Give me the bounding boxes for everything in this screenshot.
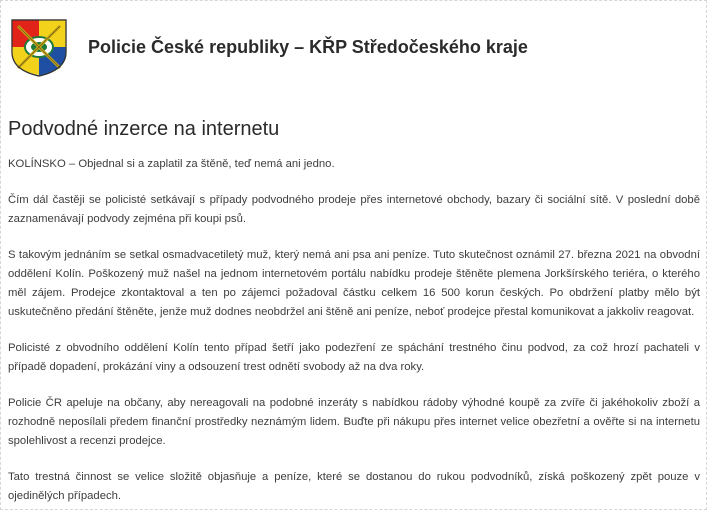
police-crest-logo-icon[interactable]	[8, 16, 70, 78]
article-paragraph: Policisté z obvodního oddělení Kolín tento případ šetří jako podezření ze spáchání trestného činu podvod, za což hrozí pachateli v případě dopadení, prokázání viny a odsouzení trest odnětí svobody až na dva roky.	[8, 342, 700, 373]
article-paragraph: Policie ČR apeluje na občany, aby nereagovali na podobné inzeráty s nabídkou rádoby výhodné koupě za zvíře či jakéhokoliv zboží a rozhodně neposílali předem finanční prostředky neznámým lidem. Buďte při nákupu přes internet velice obezřetní a ověřte si na internetu spolehlivost a recenzi prodejce.	[8, 397, 700, 447]
article-title: Podvodné inzerce na internetu	[8, 118, 280, 140]
article-paragraph: S takovým jednáním se setkal osmadvacetiletý muž, který nemá ani psa ani peníze. Tuto skutečnost oznámil 27. března 2021 na obvodní oddělení Kolín. Poškozený muž našel na jednom internetovém portálu nabídku prodeje štěněte plemena Jorkšírského teriéra, o kterého měl zájem. Prodejce zkontaktoval a ten po zájemci požadoval částku celkem 16 500 korun českých. Po obdržení platby mělo být uskutečněno předání štěněte, jenže muž dodnes neobdržel ani štěně ani peníze, neboť prodejce přestal komunikovat a jakkoliv reagovat.	[8, 249, 700, 318]
article-paragraph: Tato trestná činnost se velice složitě objasňuje a peníze, které se dostanou do rukou podvodníků, získá poškozený zpět pouze v ojedinělých případech.	[8, 471, 700, 502]
site-title[interactable]: Policie České republiky – KŘP Středočeského kraje	[88, 36, 528, 57]
article	[8, 118, 700, 523]
article-paragraph-lead: KOLÍNSKO – Objednal si a zaplatil za štěně, teď nemá ani jedno.	[8, 158, 335, 170]
site-header	[8, 16, 698, 78]
article-paragraph: Čím dál častěji se policisté setkávají s případy podvodného prodeje přes internetové obchody, bazary či sociální sítě. V poslední době zaznamenávají podvody zejména při koupi psů.	[8, 194, 700, 225]
